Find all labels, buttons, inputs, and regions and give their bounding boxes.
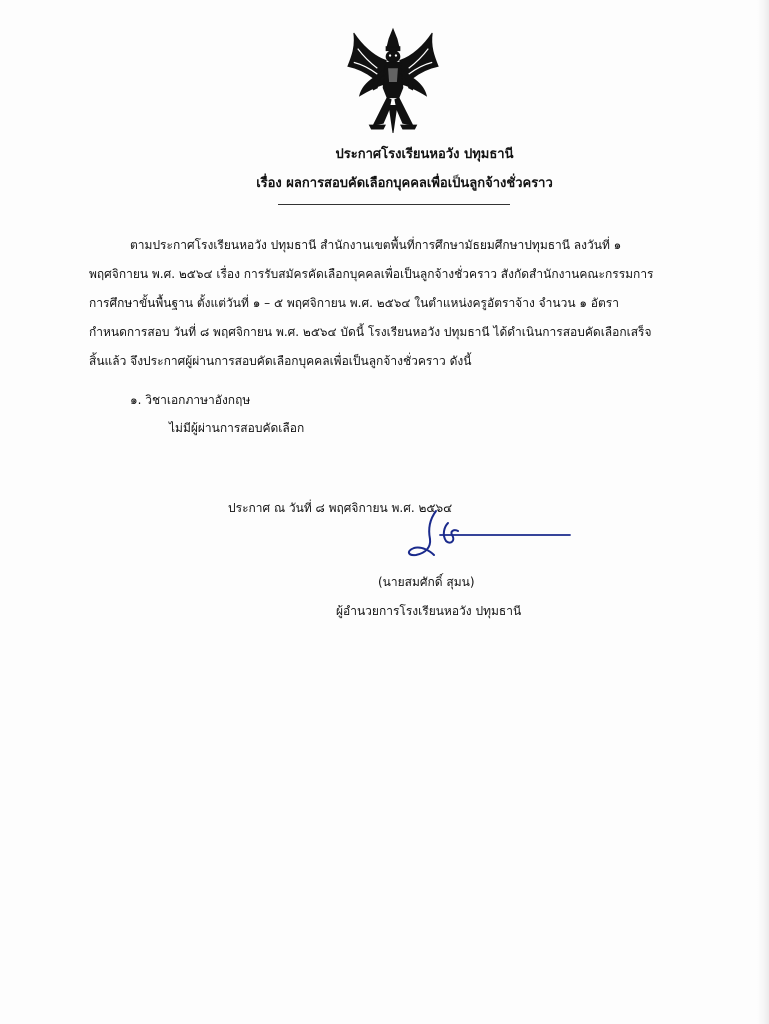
paragraph-line: กำหนดการสอบ วันที่ ๘ พฤศจิกายน พ.ศ. ๒๕๖๔ บัดนี้ โรงเรียนหอวัง ปทุมธานี ได้ดำเนินการสอบคัดเลือกเสร็จ (89, 325, 652, 339)
paragraph-line: การศึกษาขั้นพื้นฐาน ตั้งแต่วันที่ ๑ – ๕ พฤศจิกายน พ.ศ. ๒๕๖๔ ในตำแหน่งครูอัตราจ้าง จำนวน ๑ อัตรา (89, 296, 619, 310)
paragraph-line: พฤศจิกายน พ.ศ. ๒๕๖๔ เรื่อง การรับสมัครคัดเลือกบุคคลเพื่อเป็นลูกจ้างชั่วคราว สังกัดสำนักงานคณะกรรมการ (89, 267, 654, 281)
signer-title: ผู้อำนวยการโรงเรียนหอวัง ปทุมธานี (336, 604, 522, 618)
header-divider (278, 204, 510, 205)
announcement-title: ประกาศโรงเรียนหอวัง ปทุมธานี (335, 147, 514, 162)
subject-item-heading: ๑. วิชาเอกภาษาอังกฤษ (130, 393, 251, 407)
paragraph-line: สิ้นแล้ว จึงประกาศผู้ผ่านการสอบคัดเลือกบุคคลเพื่อเป็นลูกจ้างชั่วคราว ดังนี้ (89, 354, 472, 368)
garuda-emblem-icon (344, 26, 442, 136)
paragraph-line: ตามประกาศโรงเรียนหอวัง ปทุมธานี สำนักงานเขตพื้นที่การศึกษามัธยมศึกษาปทุมธานี ลงวันที่ ๑ (130, 238, 622, 252)
announcement-date: ประกาศ ณ วันที่ ๘ พฤศจิกายน พ.ศ. ๒๕๖๔ (228, 501, 453, 515)
announcement-subject: เรื่อง ผลการสอบคัดเลือกบุคคลเพื่อเป็นลูกจ้างชั่วคราว (256, 176, 553, 191)
subject-item-result: ไม่มีผู้ผ่านการสอบคัดเลือก (169, 421, 305, 435)
handwritten-signature-icon (400, 505, 580, 565)
signer-name: (นายสมศักดิ์ สุมน) (378, 575, 475, 589)
